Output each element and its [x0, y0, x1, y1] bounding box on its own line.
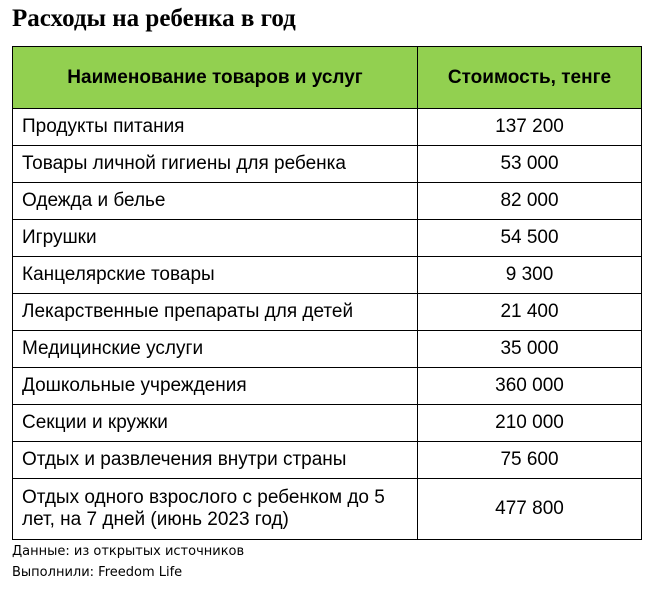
- row-cost-cell: 21 400: [418, 294, 642, 331]
- row-cost-cell: 210 000: [418, 405, 642, 442]
- expenses-table: [12, 46, 642, 540]
- row-cost-cell: 360 000: [418, 368, 642, 405]
- row-name-cell: Отдых одного взрослого с ребенком до 5 лет, на 7 дней (июнь 2023 год): [13, 479, 418, 540]
- page-title: Расходы на ребенка в год: [12, 5, 296, 32]
- row-name-cell: Игрушки: [13, 220, 418, 257]
- row-name-cell: Медицинские услуги: [13, 331, 418, 368]
- row-cost-cell: 477 800: [418, 479, 642, 540]
- source-note: Данные: из открытых источников: [12, 544, 245, 559]
- row-name-cell: Дошкольные учреждения: [13, 368, 418, 405]
- row-name-cell: Секции и кружки: [13, 405, 418, 442]
- row-cost-cell: 75 600: [418, 442, 642, 479]
- author-note: Выполнили: Freedom Life: [12, 565, 183, 580]
- table-header-row: [13, 47, 642, 109]
- row-name-cell: Одежда и белье: [13, 183, 418, 220]
- column-header-name: Наименование товаров и услуг: [13, 47, 418, 109]
- row-cost-cell: 54 500: [418, 220, 642, 257]
- row-cost-cell: 82 000: [418, 183, 642, 220]
- row-name-cell: Отдых и развлечения внутри страны: [13, 442, 418, 479]
- table-row: [13, 442, 642, 479]
- table-row: [13, 257, 642, 294]
- row-name-cell: Канцелярские товары: [13, 257, 418, 294]
- table-row: [13, 183, 642, 220]
- table-row: [13, 331, 642, 368]
- row-cost-cell: 53 000: [418, 146, 642, 183]
- table-row: [13, 479, 642, 540]
- row-cost-cell: 9 300: [418, 257, 642, 294]
- row-cost-cell: 137 200: [418, 109, 642, 146]
- row-cost-cell: 35 000: [418, 331, 642, 368]
- table-row: [13, 109, 642, 146]
- row-name-cell: Товары личной гигиены для ребенка: [13, 146, 418, 183]
- table-row: [13, 405, 642, 442]
- table-row: [13, 220, 642, 257]
- table-row: [13, 146, 642, 183]
- row-name-cell: Лекарственные препараты для детей: [13, 294, 418, 331]
- table-row: [13, 368, 642, 405]
- column-header-cost: Стоимость, тенге: [418, 47, 642, 109]
- table-row: [13, 294, 642, 331]
- row-name-cell: Продукты питания: [13, 109, 418, 146]
